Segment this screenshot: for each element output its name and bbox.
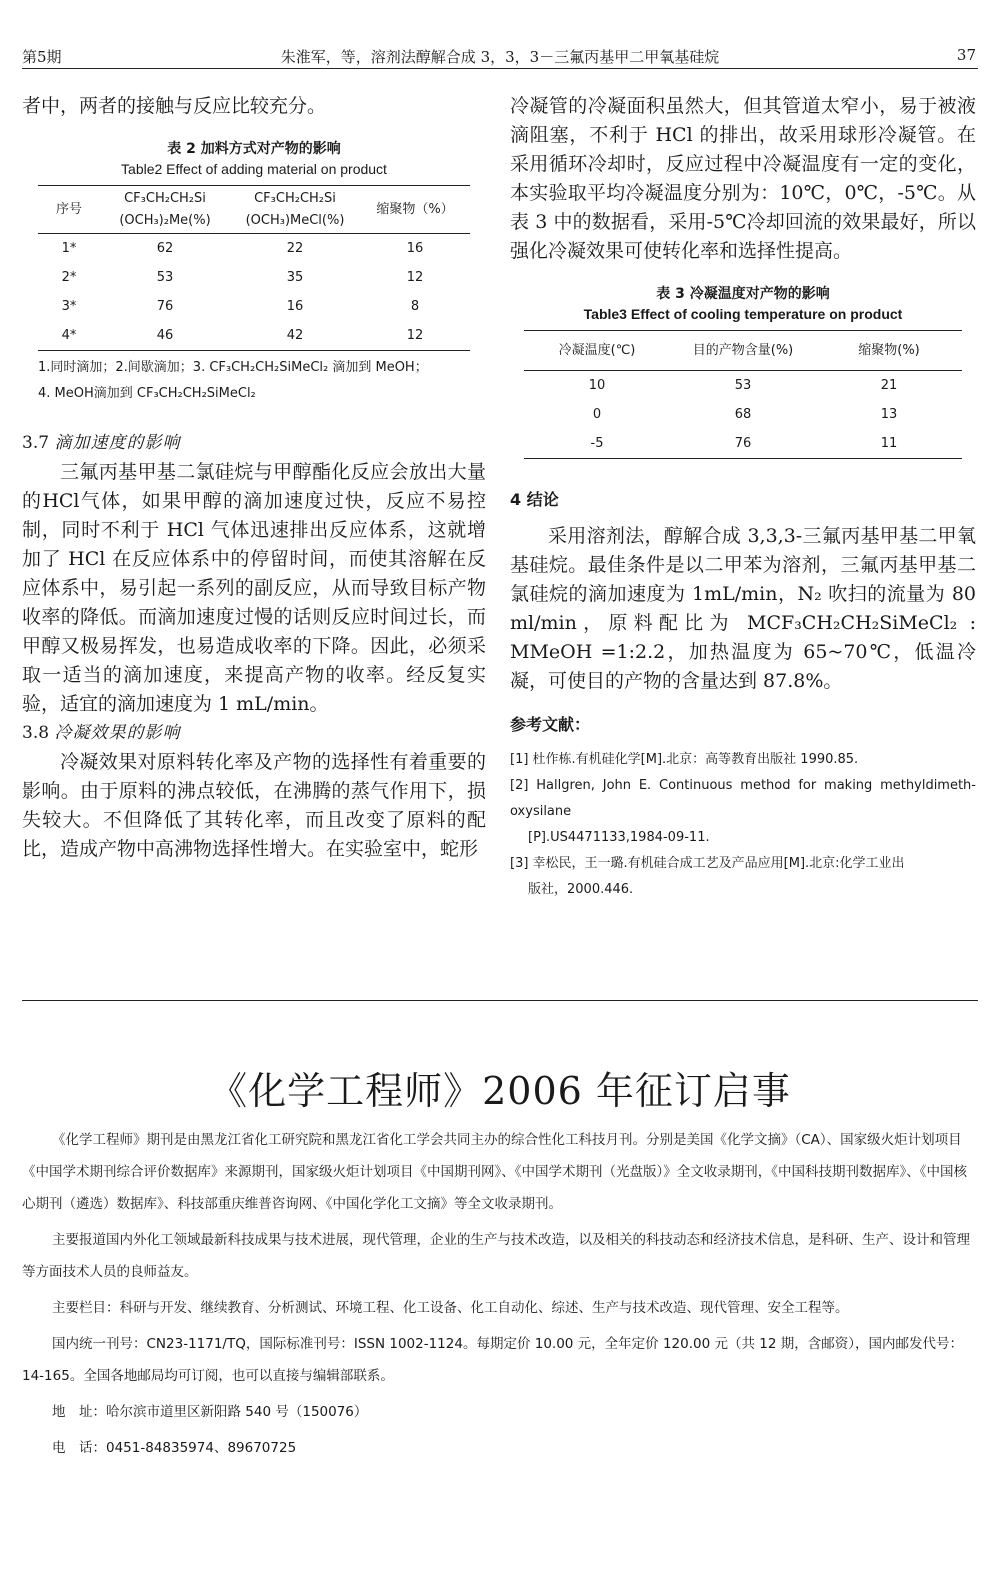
table-cell: 2* [61,270,77,285]
table-cell: 62 [156,241,174,256]
notice-paragraph: 主要栏目：科研与开发、继续教育、分析测试、环境工程、化工设备、化工自动化、综述、生产与技术改造、现代管理、安全工程等。 [52,1300,849,1316]
section-4-heading: 4 结论 [510,490,559,509]
table-row [38,263,470,292]
table-cell: 22 [286,241,304,256]
section-title: 冷凝效果的影响 [54,723,181,743]
notice-paragraph: 主要报道国内外化工领域最新科技成果与技术进展，现代管理，企业的生产与技术改造，以及相关的科技动态和经济技术信息，是科研、生产、设计和管理等方面技术人员的良师益友。 [22,1232,970,1280]
table-cell: 10 [588,378,606,393]
header-page-number: 37 [956,46,976,64]
left-column [22,92,486,864]
table-row [524,371,962,401]
table-cell: 16 [406,241,424,256]
table-row [38,292,470,321]
table3-caption-en: Table3 Effect of cooling temperature on product [583,306,903,322]
table3 [524,330,962,459]
table-cell: 12 [406,328,424,343]
header-issue: 第5期 [22,48,62,66]
table-cell: 35 [286,270,304,285]
notice-paragraph: 《化学工程师》期刊是由黑龙江省化工研究院和黑龙江省化工学会共同主办的综合性化工科技月刊。分别是美国《化学文摘》（CA）、国家级火炬计划项目《中国学术期刊综合评价数据库》来源期刊，国家级火炬计划项目《中国期刊网》、《中国学术期刊（光盘版）》全文收录期刊，《中国科技期刊数据库》、《中国核心期刊（遴选）数据库》、科技部重庆维普咨询网、《中国化学化工文摘》等全文收录期刊。 [22,1132,967,1212]
header-rule [22,68,978,69]
section-3-8-heading [22,719,486,748]
table-cell: 76 [156,299,174,314]
table3-caption-cn: 表 3 冷凝温度对产物的影响 [656,286,830,302]
table-cell: 12 [406,270,424,285]
table2-header: CF₃CH₂CH₂Si (OCH₃)₂Me(%) [119,190,211,228]
section-number: 3.8 [22,723,50,743]
table-cell: 21 [880,378,898,393]
section-3-7-text: 三氟丙基甲基二氯硅烷与甲醇酯化反应会放出大量的HCl气体，如果甲醇的滴加速度过快，反应不易控制，同时不利于 HCl 气体迅速排出反应体系，这就增加了 HCl 在反应体系中的停留时间，而使其溶解在反应体系中，易引起一系列的副反应，从而导致目标产物收率的降低。而滴加速度过慢的话则反应时间过长，而甲醇又极易挥发，也易造成收率的下降。因此，必须采取一适当的滴加速度，来提高产物的收率。经反复实验，适宜的滴加速度为 1 mL/min。 [22,461,486,715]
table2-note-1: 1.同时滴加；2.间歇滴加；3. CF₃CH₂CH₂SiMeCl₂ 滴加到 MeOH； [38,360,428,375]
table-cell: 4* [61,328,77,343]
table-cell: 11 [880,436,898,451]
table-row [38,321,470,351]
table2-note-2: 4. MeOH滴加到 CF₃CH₂CH₂SiMeCl₂ [38,386,256,401]
table2-caption-cn: 表 2 加料方式对产物的影响 [167,141,341,157]
table3-header: 冷凝温度(℃) [558,343,636,358]
table-cell: 3* [61,299,77,314]
section-3-8-text: 冷凝效果对原料转化率及产物的选择性有着重要的影响。由于原料的沸点较低，在沸腾的蒸气作用下，损失较大。不但降低了其转化率，而且改变了原料的配比，造成产物中高沸物选择性增大。在实验室中，蛇形 [22,751,486,860]
notice-phone: 电 话：0451-84835974、89670725 [52,1440,297,1456]
notice-paragraph: 国内统一刊号：CN23-1171/TQ，国际标准刊号：ISSN 1002-1124。每期定价 10.00 元，全年定价 120.00 元（共 12 期，含邮资），国内邮发代号：14-165。全国各地邮局均可订阅，也可以直接与编辑部联系。 [22,1336,964,1384]
table-cell: 42 [286,328,304,343]
header-title: 朱淮军，等，溶剂法醇解合成 3，3，3－三氟丙基甲二甲氧基硅烷 [280,48,720,66]
table-cell: 76 [734,436,752,451]
section-title: 滴加速度的影响 [54,433,181,453]
table-cell: 0 [592,407,602,422]
section-number: 3.7 [22,433,50,453]
table3-header: 缩聚物(%) [858,343,920,358]
table-cell: 8 [410,299,420,314]
right-intro-paragraph: 冷凝管的冷凝面积虽然大，但其管道太窄小，易于被液滴阻塞，不利于 HCl 的排出，故采用球形冷凝管。在采用循环冷却时，反应过程中冷凝温度有一定的变化，本实验取平均冷凝温度分别为：10℃，0℃，-5℃。从表 3 中的数据看，采用-5℃冷却回流的效果最好，所以强化冷凝效果可使转化率和选择性提高。 [510,95,976,262]
table-cell: 1* [61,241,77,256]
references-heading: 参考文献： [510,715,591,734]
table2-header: CF₃CH₂CH₂Si (OCH₃)MeCl(%) [245,190,345,228]
section-separator [22,1000,978,1001]
table-cell: -5 [590,436,604,451]
table-cell: 68 [734,407,752,422]
reference-item: [2] Hallgren, John E. Continuous method for making methyldimeth-oxysilane [510,778,976,819]
table2-caption-en: Table2 Effect of adding material on product [121,161,387,177]
table-cell: 46 [156,328,174,343]
notice-address: 地 址：哈尔滨市道里区新阳路 540 号（150076） [52,1404,368,1420]
reference-item: [3] 幸松民，王一璐.有机硅合成工艺及产品应用[M].北京:化学工业出 [510,856,905,871]
table2-header: 序号 [55,202,82,217]
table-row [38,234,470,264]
table3-header: 目的产物含量(%) [692,343,794,358]
reference-item: [1] 杜作栋.有机硅化学[M].北京：高等教育出版社 1990.85. [510,752,859,767]
table-cell: 16 [286,299,304,314]
reference-item: 版社，2000.446. [528,882,634,897]
table-row [524,400,962,429]
right-column [510,92,976,903]
table-cell: 53 [156,270,174,285]
left-intro-paragraph: 者中，两者的接触与反应比较充分。 [22,95,327,117]
table2 [38,185,470,351]
section-4-text: 采用溶剂法，醇解合成 3,3,3-三氟丙基甲基二甲氧基硅烷。最佳条件是以二甲苯为溶剂，三氟丙基甲基二氯硅烷的滴加速度为 1mL/min，N₂ 吹扫的流量为 80 ml/min，原料配比为 MCF₃CH₂CH₂SiMeCl₂ : MMeOH =1:2.2，加热温度为 65~70℃，低温冷凝，可使目的产物的含量达到 87.8%。 [510,525,976,692]
table-row [524,429,962,459]
reference-item: [P].US4471133,1984-09-11. [528,830,710,845]
notice-title: 《化学工程师》2006 年征订启事 [209,1069,791,1113]
table2-header: 缩聚物（%） [376,202,454,217]
notice-body [22,1124,978,1464]
table-cell: 13 [880,407,898,422]
table-cell: 53 [734,378,752,393]
section-3-7-heading [22,429,486,458]
